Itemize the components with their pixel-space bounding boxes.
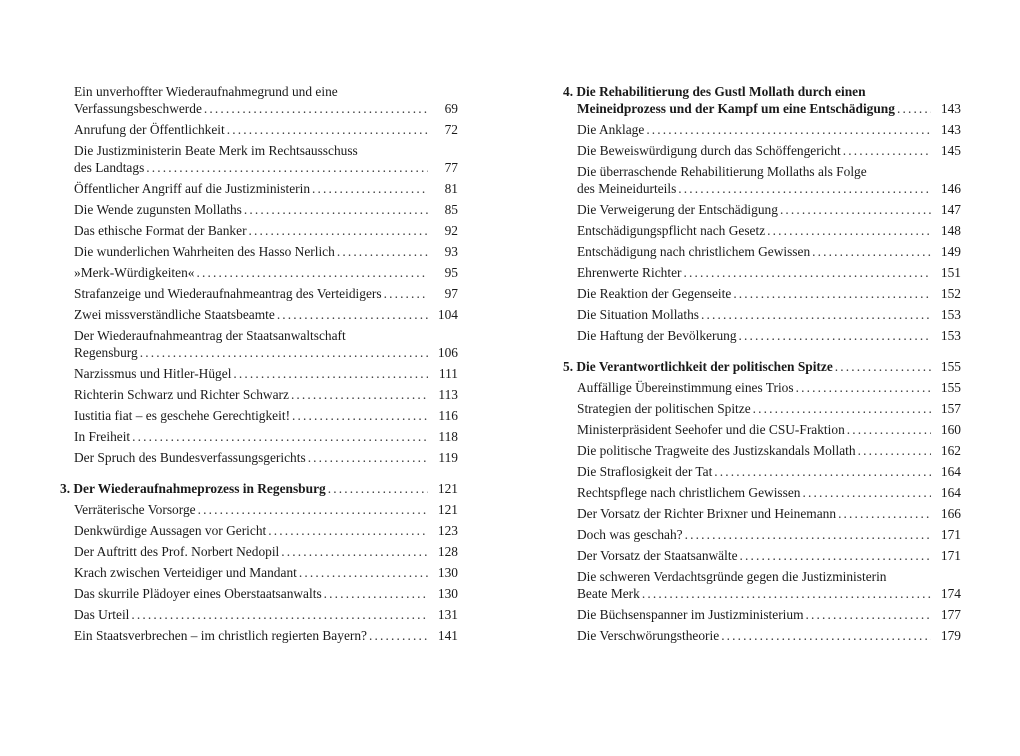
toc-entry — [60, 121, 458, 138]
page-number: 162 — [940, 443, 961, 458]
toc-entry — [563, 606, 961, 623]
toc-entry — [60, 428, 458, 445]
toc-entry — [60, 501, 458, 518]
page-number: 147 — [940, 202, 961, 217]
toc-entry-title: Öffentlicher Angriff auf die Justizministerin — [74, 181, 311, 196]
toc-entry-line — [60, 386, 458, 403]
page-number: 104 — [437, 307, 458, 322]
dot-leader — [225, 121, 428, 138]
page-number: 92 — [444, 223, 458, 238]
dot-leader — [326, 480, 428, 497]
dot-leader — [676, 180, 931, 197]
dot-leader — [778, 201, 931, 218]
toc-entry-line — [563, 379, 961, 396]
page-number: 143 — [940, 101, 961, 116]
dot-leader — [310, 180, 428, 197]
page-number: 141 — [437, 628, 458, 643]
toc-chapter-entry — [563, 358, 961, 375]
toc-entry-line — [60, 285, 458, 302]
page-number: 131 — [437, 607, 458, 622]
toc-entry — [563, 222, 961, 239]
dot-leader — [856, 442, 931, 459]
toc-entry — [60, 564, 458, 581]
toc-entry — [60, 285, 458, 302]
toc-entry-title: Regensburg — [74, 345, 138, 360]
page-number: 111 — [438, 366, 458, 381]
toc-entry — [563, 142, 961, 159]
toc-chapter-entry — [563, 83, 961, 117]
dot-leader — [794, 379, 931, 396]
toc-entry-title: Die schweren Verdachtsgründe gegen die Justizministerin — [577, 569, 887, 584]
toc-entry-title: Entschädigung nach christlichem Gewissen — [577, 244, 811, 259]
page-number: 123 — [437, 523, 458, 538]
toc-entry-title: Die Haftung der Bevölkerung — [577, 328, 737, 343]
toc-entry-line — [60, 306, 458, 323]
toc-entry-title: Das ethische Format der Banker — [74, 223, 247, 238]
toc-entry-title: Auffällige Übereinstimmung eines Trios — [577, 380, 794, 395]
toc-entry — [60, 386, 458, 403]
toc-entry — [60, 264, 458, 281]
toc-entry — [563, 505, 961, 522]
toc-entry-line — [60, 627, 458, 644]
toc-entry — [60, 83, 458, 117]
page-number: 160 — [940, 422, 961, 437]
toc-entry — [60, 222, 458, 239]
page-number: 116 — [438, 408, 458, 423]
toc-entry-line — [563, 421, 961, 438]
toc-entry-title: Ein unverhoffter Wiederaufnahmegrund und eine — [74, 84, 338, 99]
toc-entry-line — [60, 142, 458, 159]
toc-entry-title: Der Spruch des Bundesverfassungsgerichts — [74, 450, 306, 465]
toc-entry-line — [563, 606, 961, 623]
toc-entry-title: Verfassungsbeschwerde — [74, 101, 202, 116]
toc-entry — [60, 243, 458, 260]
toc-entry-title: Die Wende zugunsten Mollaths — [74, 202, 242, 217]
toc-entry-line — [60, 449, 458, 466]
page-number: 130 — [437, 565, 458, 580]
page-number: 155 — [940, 359, 961, 374]
toc-entry-line — [563, 547, 961, 564]
toc-entry-title: Strategien der politischen Spitze — [577, 401, 751, 416]
dot-leader — [737, 327, 931, 344]
dot-leader — [196, 501, 428, 518]
toc-entry-line — [563, 627, 961, 644]
dot-leader — [738, 547, 931, 564]
dot-leader — [367, 627, 428, 644]
toc-entry-line — [563, 100, 961, 117]
dot-leader — [751, 400, 931, 417]
toc-entry-line — [60, 243, 458, 260]
toc-entry-title: Der Vorsatz der Staatsanwälte — [577, 548, 738, 563]
toc-entry-title: Die Anklage — [577, 122, 645, 137]
toc-entry-title: Die Verweigerung der Entschädigung — [577, 202, 778, 217]
toc-entry-line — [563, 463, 961, 480]
toc-entry — [563, 264, 961, 281]
dot-leader — [202, 100, 428, 117]
dot-leader — [275, 306, 428, 323]
dot-leader — [242, 201, 428, 218]
toc-entry-line — [60, 344, 458, 361]
toc-entry-line — [563, 526, 961, 543]
toc-entry — [60, 327, 458, 361]
toc-entry — [563, 442, 961, 459]
toc-entry-line — [60, 121, 458, 138]
toc-entry-line — [563, 358, 961, 375]
page-number: 149 — [940, 244, 961, 259]
dot-leader — [719, 627, 931, 644]
dot-leader — [289, 386, 428, 403]
dot-leader — [138, 344, 428, 361]
toc-entry — [60, 543, 458, 560]
toc-entry-title: Die Straflosigkeit der Tat — [577, 464, 713, 479]
toc-entry-title: Ehrenwerte Richter — [577, 265, 682, 280]
toc-entry-title: Die Verschwörungstheorie — [577, 628, 720, 643]
dot-leader — [810, 243, 931, 260]
dot-leader — [194, 264, 428, 281]
dot-leader — [841, 142, 931, 159]
page-number: 152 — [940, 286, 961, 301]
toc-entry-line — [563, 568, 961, 585]
toc-entry-line — [60, 264, 458, 281]
toc-entry-title: Das skurrile Plädoyer eines Oberstaatsanwalts — [74, 586, 322, 601]
toc-entry — [563, 285, 961, 302]
page-number: 121 — [437, 481, 458, 496]
toc-entry — [563, 121, 961, 138]
dot-leader — [231, 365, 428, 382]
dot-leader — [699, 306, 931, 323]
dot-leader — [382, 285, 428, 302]
toc-entry-line — [563, 285, 961, 302]
toc-entry-line — [563, 121, 961, 138]
toc-entry — [60, 180, 458, 197]
toc-chapter-entry — [60, 480, 458, 497]
toc-entry-line — [60, 480, 458, 497]
toc-entry-title: Die Reaktion der Gegenseite — [577, 286, 732, 301]
toc-entry-title: Narzissmus und Hitler-Hügel — [74, 366, 232, 381]
toc-entry-line — [563, 180, 961, 197]
toc-entry — [563, 463, 961, 480]
toc-entry-line — [563, 222, 961, 239]
toc-entry-title: Iustitia fiat – es geschehe Gerechtigkeit! — [74, 408, 291, 423]
toc-entry-title: Zwei missverständliche Staatsbeamte — [74, 307, 275, 322]
page-number: 151 — [940, 265, 961, 280]
toc-entry-line — [563, 83, 961, 100]
dot-leader — [845, 421, 931, 438]
toc-entry — [563, 421, 961, 438]
toc-entry-line — [60, 201, 458, 218]
dot-leader — [266, 522, 428, 539]
toc-entry-title: Die Situation Mollaths — [577, 307, 699, 322]
dot-leader — [290, 407, 428, 424]
toc-entry-line — [60, 100, 458, 117]
page-number: 153 — [940, 328, 961, 343]
toc-entry-title: »Merk-Würdigkeiten« — [74, 265, 195, 280]
page-number: 157 — [940, 401, 961, 416]
toc-entry-line — [60, 222, 458, 239]
toc-entry-title: Der Vorsatz der Richter Brixner und Heinemann — [577, 506, 837, 521]
toc-entry-line — [563, 163, 961, 180]
toc-entry-title: Die Justizministerin Beate Merk im Rechtsausschuss — [74, 143, 358, 158]
page-number: 143 — [940, 122, 961, 137]
toc-right-column — [563, 83, 961, 648]
toc-entry-line — [60, 159, 458, 176]
page-number: 164 — [940, 464, 961, 479]
toc-entry — [60, 585, 458, 602]
dot-leader — [681, 264, 931, 281]
page-number: 77 — [444, 160, 458, 175]
page-number: 72 — [444, 122, 458, 137]
toc-entry-line — [563, 142, 961, 159]
page-number: 166 — [940, 506, 961, 521]
toc-entry — [60, 627, 458, 644]
page-number: 171 — [940, 548, 961, 563]
toc-entry-title: 3. Der Wiederaufnahmeprozess in Regensburg — [60, 481, 326, 496]
toc-entry — [60, 201, 458, 218]
toc-entry — [60, 522, 458, 539]
toc-entry-title: des Landtags — [74, 160, 145, 175]
toc-entry-title: Krach zwischen Verteidiger und Mandant — [74, 565, 297, 580]
toc-entry — [60, 449, 458, 466]
toc-entry-line — [563, 585, 961, 602]
dot-leader — [247, 222, 428, 239]
toc-entry-line — [60, 522, 458, 539]
page-number: 155 — [940, 380, 961, 395]
page-number: 118 — [438, 429, 458, 444]
toc-entry — [563, 484, 961, 501]
page-number: 106 — [437, 345, 458, 360]
toc-entry-title: Ein Staatsverbrechen – im christlich regierten Bayern? — [74, 628, 367, 643]
toc-entry-title: Die überraschende Rehabilitierung Mollaths als Folge — [577, 164, 867, 179]
toc-entry-line — [563, 327, 961, 344]
toc-entry — [563, 526, 961, 543]
toc-entry — [563, 400, 961, 417]
toc-entry-title: 5. Die Verantwortlichkeit der politischen Spitze — [563, 359, 833, 374]
toc-entry-title: In Freiheit — [74, 429, 131, 444]
toc-entry-title: Denkwürdige Aussagen vor Gericht — [74, 523, 267, 538]
dot-leader — [833, 358, 931, 375]
toc-entry-line — [60, 428, 458, 445]
toc-entry — [563, 627, 961, 644]
toc-entry — [60, 365, 458, 382]
toc-entry-title: Die Beweiswürdigung durch das Schöffengericht — [577, 143, 841, 158]
page-number: 148 — [940, 223, 961, 238]
page-number: 97 — [444, 286, 458, 301]
toc-entry — [563, 547, 961, 564]
toc-entry-title: Doch was geschah? — [577, 527, 683, 542]
page-number: 119 — [438, 450, 458, 465]
toc-entry-title: Das Urteil — [74, 607, 130, 622]
dot-leader — [731, 285, 931, 302]
toc-entry — [60, 407, 458, 424]
toc-entry — [60, 142, 458, 176]
dot-leader — [130, 428, 428, 445]
toc-entry-line — [60, 327, 458, 344]
toc-entry — [563, 201, 961, 218]
dot-leader — [297, 564, 428, 581]
dot-leader — [683, 526, 931, 543]
toc-left-column — [60, 83, 458, 648]
dot-leader — [800, 484, 931, 501]
dot-leader — [322, 585, 428, 602]
toc-entry-title: 4. Die Rehabilitierung des Gustl Mollath durch einen — [563, 84, 866, 99]
toc-entry — [563, 306, 961, 323]
dot-leader — [836, 505, 931, 522]
dot-leader — [640, 585, 931, 602]
dot-leader — [335, 243, 428, 260]
toc-entry-line — [60, 543, 458, 560]
toc-entry-title: Strafanzeige und Wiederaufnahmeantrag des Verteidigers — [74, 286, 382, 301]
dot-leader — [279, 543, 428, 560]
page-number: 174 — [940, 586, 961, 601]
toc-entry-title: Verräterische Vorsorge — [74, 502, 196, 517]
dot-leader — [895, 100, 931, 117]
toc-entry-title: des Meineidurteils — [577, 181, 677, 196]
page-number: 146 — [940, 181, 961, 196]
dot-leader — [129, 606, 428, 623]
toc-entry-title: Ministerpräsident Seehofer und die CSU-Fraktion — [577, 422, 845, 437]
toc-entry-line — [60, 180, 458, 197]
toc-entry — [563, 243, 961, 260]
toc-entry-line — [563, 306, 961, 323]
page-number: 121 — [437, 502, 458, 517]
toc-entry-title: Die wunderlichen Wahrheiten des Hasso Nerlich — [74, 244, 335, 259]
toc-entry-title: Der Auftritt des Prof. Norbert Nedopil — [74, 544, 280, 559]
page-number: 69 — [444, 101, 458, 116]
toc-entry — [563, 379, 961, 396]
toc-entry-line — [563, 400, 961, 417]
dot-leader — [306, 449, 428, 466]
page-number: 177 — [940, 607, 961, 622]
dot-leader — [712, 463, 931, 480]
toc-entry — [60, 306, 458, 323]
toc-entry-line — [60, 407, 458, 424]
toc-entry-title: Die politische Tragweite des Justizskandals Mollath — [577, 443, 856, 458]
toc-entry-line — [563, 243, 961, 260]
toc-entry-title: Entschädigungspflicht nach Gesetz — [577, 223, 766, 238]
toc-entry-line — [60, 501, 458, 518]
page-number: 128 — [437, 544, 458, 559]
page-number: 81 — [444, 181, 458, 196]
toc-entry-title: Die Büchsenspanner im Justizministerium — [577, 607, 804, 622]
toc-entry-title: Richterin Schwarz und Richter Schwarz — [74, 387, 289, 402]
toc-entry-line — [563, 442, 961, 459]
page-number: 145 — [940, 143, 961, 158]
toc-entry-title: Anrufung der Öffentlichkeit — [74, 122, 225, 137]
toc-entry-line — [60, 564, 458, 581]
dot-leader — [644, 121, 931, 138]
page-number: 164 — [940, 485, 961, 500]
toc-entry — [563, 163, 961, 197]
toc-entry-line — [563, 264, 961, 281]
toc-entry-line — [60, 585, 458, 602]
dot-leader — [804, 606, 932, 623]
toc-entry-title: Der Wiederaufnahmeantrag der Staatsanwaltschaft — [74, 328, 346, 343]
toc-entry — [563, 327, 961, 344]
page-number: 113 — [438, 387, 458, 402]
toc-entry-title: Meineidprozess und der Kampf um eine Entschädigung — [577, 101, 895, 116]
toc-entry-line — [60, 365, 458, 382]
toc-entry-line — [60, 83, 458, 100]
toc-entry-line — [563, 505, 961, 522]
toc-entry — [563, 568, 961, 602]
toc-entry-title: Rechtspflege nach christlichem Gewissen — [577, 485, 801, 500]
toc-entry-line — [60, 606, 458, 623]
page-number: 130 — [437, 586, 458, 601]
dot-leader — [144, 159, 428, 176]
toc-entry-line — [563, 201, 961, 218]
page-number: 93 — [444, 244, 458, 259]
dot-leader — [765, 222, 931, 239]
page-number: 179 — [940, 628, 961, 643]
page-number: 85 — [444, 202, 458, 217]
page-number: 171 — [940, 527, 961, 542]
toc-entry-line — [563, 484, 961, 501]
toc-entry — [60, 606, 458, 623]
toc-entry-title: Beate Merk — [577, 586, 640, 601]
page-number: 95 — [444, 265, 458, 280]
page-number: 153 — [940, 307, 961, 322]
